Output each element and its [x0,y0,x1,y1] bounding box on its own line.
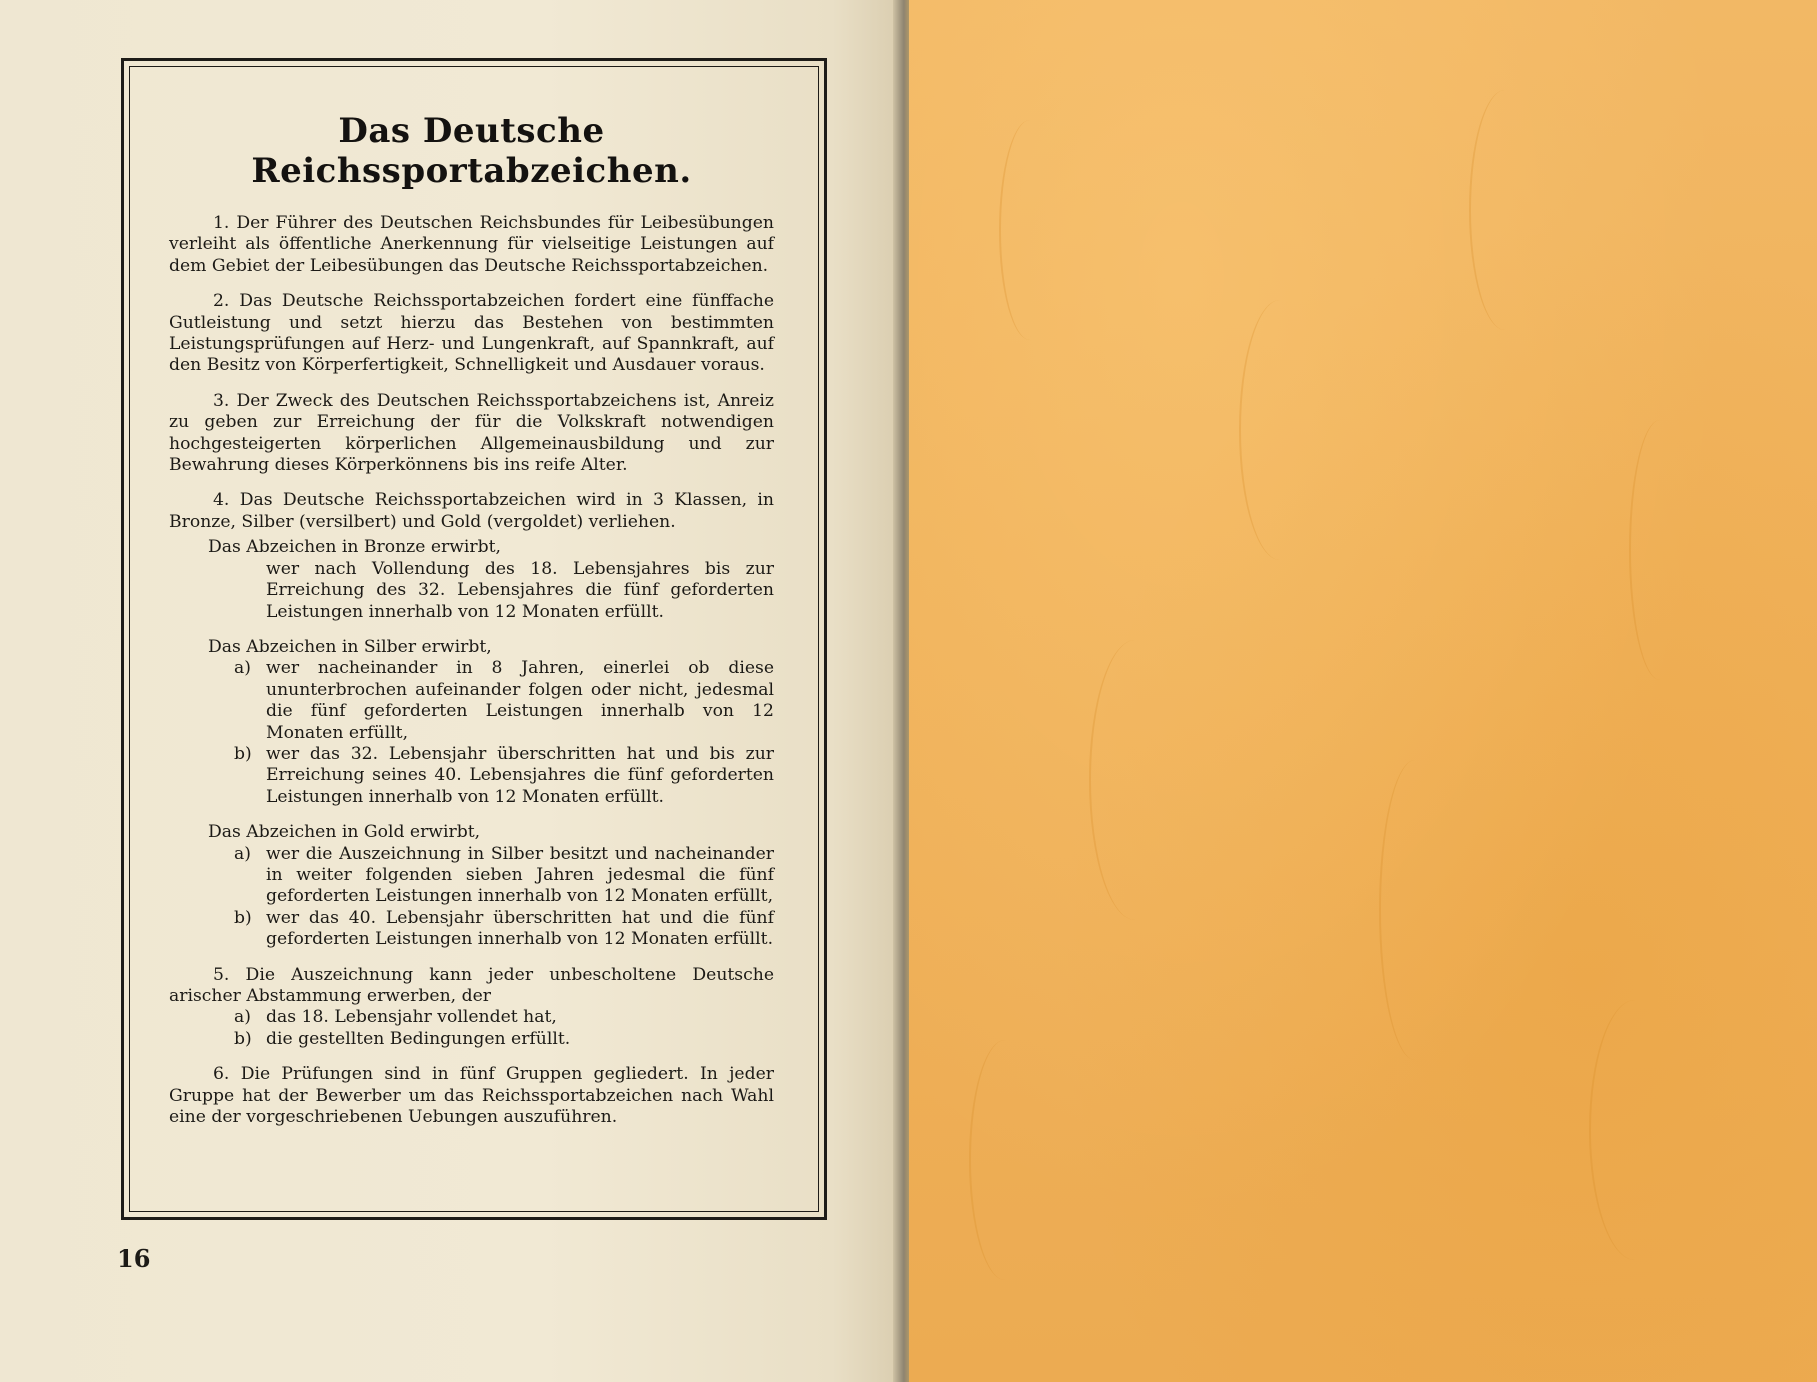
paper-fiber [1379,760,1451,1060]
list-marker: b) [234,907,252,928]
paragraph-3: 3. Der Zweck des Deutschen Reichssportabzeichens ist, Anreiz zu geben zur Erreichung der für die Volkskraft notwendigen hochgesteigerten körperlichen Allgemeinausbildung und zur Bewahrung dieses Körperkönnens bis ins reife Alter. [169,390,774,476]
list-marker: a) [234,843,251,864]
paper-fiber [999,120,1061,340]
paragraph-1: 1. Der Führer des Deutschen Reichsbundes für Leibesübungen verleiht als öffentliche Anerkennung für vielseitige Leistungen auf dem Gebiet der Leibesübungen das Deutsche Reichssportabzeichen. [169,213,774,276]
paragraph-6: 6. Die Prüfungen sind in fünf Gruppen gegliedert. In jeder Gruppe hat der Bewerber um das Reichssportabzeichen nach Wahl eine der vorgeschriebenen Uebungen auszuführen. [169,1064,774,1128]
paper-fiber [969,1040,1041,1280]
list-marker: a) [234,1007,251,1028]
paragraph-5: 5. Die Auszeichnung kann jeder unbescholtene Deutsche arischer Abstammung erwerben, der [169,964,774,1006]
page-number: 16 [117,1244,151,1273]
bronze-heading: Das Abzeichen in Bronze erwirbt, [208,537,502,558]
list-item [234,844,774,908]
paper-fiber [1469,90,1541,330]
list-item-text: das 18. Lebensjahr vollendet hat, [266,1007,557,1028]
list-item [234,908,774,951]
list-item [234,744,774,808]
paper-fiber [1089,640,1181,920]
list-item-text: wer das 40. Lebensjahr überschritten hat und die fünf geforderten Leistungen innerhalb von 12 Monaten erfüllt. [266,907,774,950]
list-item-text: wer die Auszeichnung in Silber besitzt und nacheinander in weiter folgenden sieben Jahren jedesmal die fünf geforderten Leistungen innerhalb von 12 Monaten erfüllt, [266,843,774,907]
list-marker: a) [234,658,251,679]
paper-fiber [1629,420,1691,680]
text-frame [129,66,819,1212]
list-item-text: wer das 32. Lebensjahr überschritten hat und bis zur Erreichung seines 40. Lebensjahres die fünf geforderten Leistungen innerhalb von 12 Monaten erfüllt. [266,743,774,807]
silver-heading: Das Abzeichen in Silber erwirbt, [208,636,492,657]
list-item-text: die gestellten Bedingungen erfüllt. [266,1028,571,1049]
gold-heading: Das Abzeichen in Gold erwirbt, [208,822,481,843]
gold-section [169,822,774,950]
list-item [234,1007,774,1028]
paper-fiber [1589,1000,1681,1260]
list-item [234,1029,774,1050]
list-item [234,658,774,744]
paragraph-4: 4. Das Deutsche Reichssportabzeichen wird in 3 Klassen, in Bronze, Silber (versilbert) und Gold (vergoldet) verliehen. [169,490,774,532]
paper-fiber [1239,300,1321,560]
paragraph-2: 2. Das Deutsche Reichssportabzeichen fordert eine fünffache Gutleistung und setzt hierzu das Bestehen von bestimmten Leistungsprüfungen auf Herz- und Lungenkraft, auf Spannkraft, auf den Besitz von Körperfertigkeit, Schnelligkeit und Ausdauer voraus. [169,291,774,376]
page-title: Das Deutsche Reichssportabzeichen. [251,111,692,191]
silver-section [169,637,774,808]
right-page-endpaper [909,0,1817,1382]
list-marker: b) [234,1028,252,1049]
paragraph-5-section [169,965,774,1051]
list-marker: b) [234,743,252,764]
bronze-text: wer nach Vollendung des 18. Lebensjahres bis zur Erreichung des 32. Lebensjahres die fünf geforderten Leistungen innerhalb von 12 Monaten erfüllt. [266,558,774,622]
list-item-text: wer nacheinander in 8 Jahren, einerlei ob diese ununterbrochen aufeinander folgen oder nicht, jedesmal die fünf geforderten Leistungen innerhalb von 12 Monaten erfüllt, [266,658,774,743]
